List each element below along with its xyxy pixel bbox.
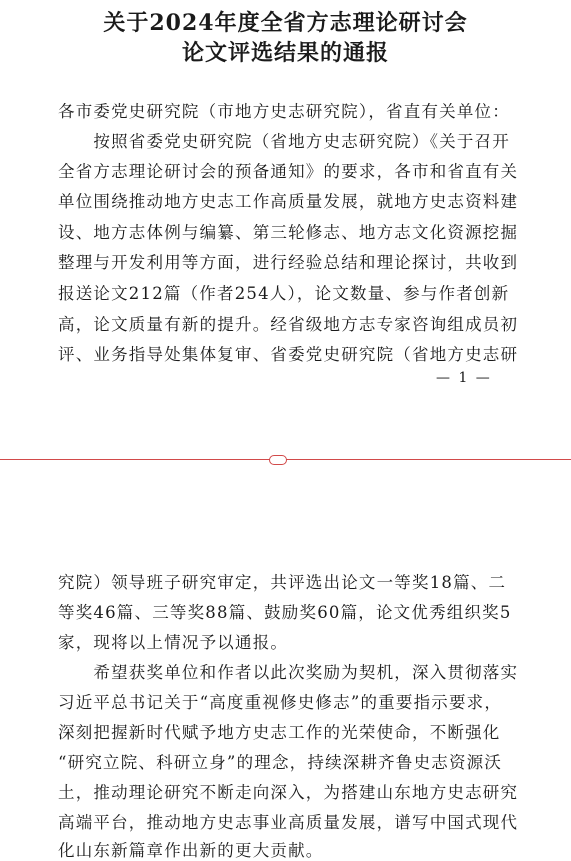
text-line: 高，论文质量有新的提升。经省级地方志专家咨询组成员初 bbox=[58, 315, 519, 334]
text-line: 高端平台，推动地方史志事业高质量发展，谱写中国式现代 bbox=[58, 813, 519, 832]
text-line: 希望获奖单位和作者以此次奖励为契机，深入贯彻落实 bbox=[58, 663, 519, 682]
text-line: 家，现将以上情况予以通报。 bbox=[58, 633, 289, 652]
text-line: 整理与开发利用等方面，进行经验总结和理论探讨，共收到 bbox=[58, 253, 519, 272]
text-line: 习近平总书记关于“高度重视修史修志”的重要指示要求， bbox=[58, 693, 503, 712]
text-line: 究院）领导班子研究审定，共评选出论文一等奖18篇、二 bbox=[58, 573, 507, 592]
text-line: 全省方志理论研讨会的预备通知》的要求，各市和省直有关 bbox=[58, 162, 519, 181]
text-line: “研究立院、科研立身”的理念，持续深耕齐鲁史志资源沃 bbox=[58, 753, 503, 772]
text-line: 各市委党史研究院（市地方史志研究院），省直有关单位： bbox=[58, 102, 510, 121]
text-line: 土，推动理论研究不断走向深入，为搭建山东地方史志研究 bbox=[58, 783, 519, 802]
document-title-line-1: 关于2024年度全省方志理论研讨会 bbox=[103, 10, 468, 36]
text-line: 等奖46篇、三等奖88篇、鼓励奖60篇，论文优秀组织奖5 bbox=[58, 603, 512, 622]
page-2 bbox=[0, 466, 571, 859]
text-line: 评、业务指导处集体复审、省委党史研究院（省地方史志研 bbox=[58, 345, 519, 364]
text-line: 深刻把握新时代赋予地方史志工作的光荣使命，不断强化 bbox=[58, 723, 501, 742]
text-line: 设、地方志体例与编纂、第三轮修志、地方志文化资源挖掘 bbox=[58, 223, 519, 242]
text-line: 报送论文212篇（作者254人），论文数量、参与作者创新 bbox=[58, 284, 510, 303]
text-line: 化山东新篇章作出新的更大贡献。 bbox=[58, 841, 324, 860]
text-line: 单位围绕推动地方史志工作高质量发展，就地方史志资料建 bbox=[58, 192, 519, 211]
document-title-line-2: 论文评选结果的通报 bbox=[181, 40, 389, 66]
page-number: — 1 — bbox=[436, 370, 492, 386]
text-line: 按照省委党史研究院（省地方史志研究院）《关于召开 bbox=[58, 132, 510, 151]
page-break-handle[interactable] bbox=[269, 455, 287, 465]
